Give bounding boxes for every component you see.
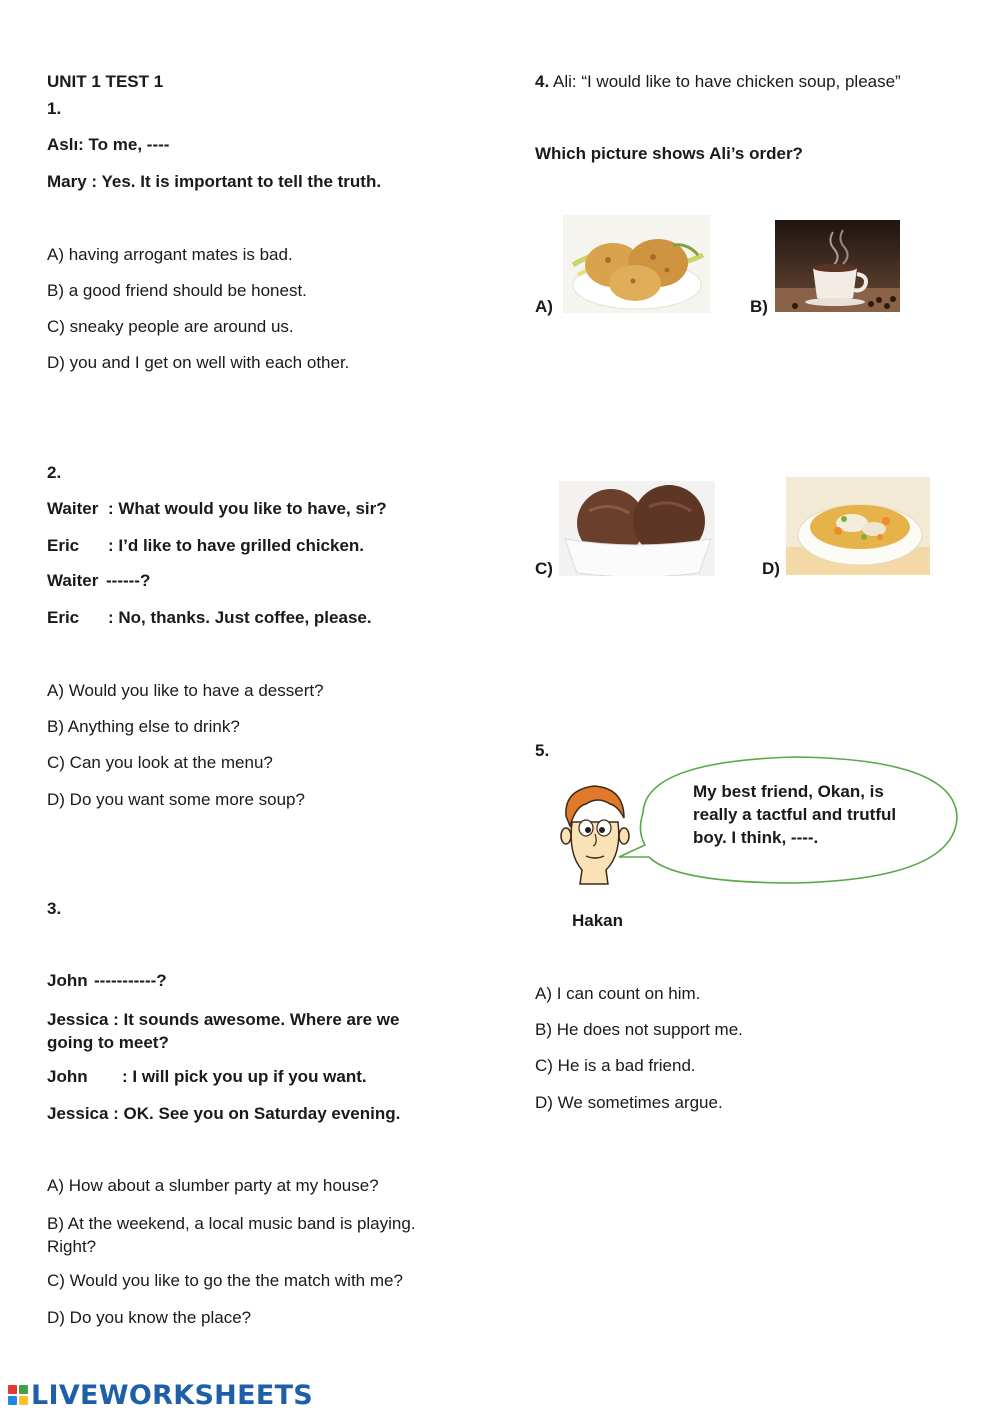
q4-label-a[interactable]: A) (535, 297, 553, 316)
q1-option-c[interactable]: C) sneaky people are around us. (47, 317, 294, 336)
q1-option-b[interactable]: B) a good friend should be honest. (47, 281, 307, 300)
q3-option-c[interactable]: C) Would you like to go the the match with me? (47, 1271, 403, 1290)
q3-number: 3. (47, 899, 62, 918)
q1-line2: Mary : Yes. It is important to tell the truth. (47, 172, 382, 191)
q2-line2: : I’d like to have grilled chicken. (108, 536, 365, 555)
q2-number: 2. (47, 463, 62, 482)
q3-option-d[interactable]: D) Do you know the place? (47, 1308, 252, 1327)
q5-number: 5. (535, 741, 550, 760)
logo-text: LIVEWORKSHEETS (31, 1379, 314, 1411)
q3-line3: : I will pick you up if you want. (122, 1067, 367, 1086)
q2-option-d[interactable]: D) Do you want some more soup? (47, 790, 305, 809)
q5-speaker: Hakan (572, 911, 624, 930)
q4-label-b[interactable]: B) (750, 297, 768, 316)
q3-option-a[interactable]: A) How about a slumber party at my house? (47, 1176, 379, 1195)
q4-label-c[interactable]: C) (535, 559, 553, 578)
q4-prompt: Ali: “I would like to have chicken soup, please” (552, 72, 901, 91)
q3-speaker1: John (47, 971, 88, 990)
q4-question: Which picture shows Ali’s order? (535, 144, 803, 163)
ice-cream-photo[interactable] (559, 481, 715, 576)
q5-option-a[interactable]: A) I can count on him. (535, 984, 701, 1003)
q2-speaker3: Waiter (47, 571, 99, 590)
logo-blocks-icon (8, 1385, 28, 1405)
q2-speaker4: Eric (47, 608, 80, 627)
q1-option-a[interactable]: A) having arrogant mates is bad. (47, 245, 293, 264)
fried-chicken-photo[interactable] (563, 215, 710, 313)
q2-option-a[interactable]: A) Would you like to have a dessert? (47, 681, 324, 700)
q5-bubble-text: My best friend, Okan, is really a tactful and trutful boy. I think, ----. (693, 782, 897, 847)
q2-speaker1: Waiter (47, 499, 99, 518)
q2-line1: : What would you like to have, sir? (108, 499, 387, 518)
q4-label-d[interactable]: D) (762, 559, 780, 578)
q3-line2: Jessica : It sounds awesome. Where are we going to meet? (47, 1010, 400, 1052)
q2-option-c[interactable]: C) Can you look at the menu? (47, 753, 273, 772)
q3-option-b[interactable]: B) At the weekend, a local music band is playing. Right? (47, 1214, 416, 1256)
liveworksheets-logo[interactable] (8, 1380, 313, 1410)
q2-speaker2: Eric (47, 536, 80, 555)
q3-speaker3: John (47, 1067, 88, 1086)
q4-prompt-line (535, 72, 901, 92)
q1-number: 1. (47, 99, 62, 118)
worksheet-title: UNIT 1 TEST 1 (47, 72, 164, 91)
q5-option-c[interactable]: C) He is a bad friend. (535, 1056, 696, 1075)
q4-number: 4. (535, 72, 550, 91)
q5-option-d[interactable]: D) We sometimes argue. (535, 1093, 723, 1112)
q2-option-b[interactable]: B) Anything else to drink? (47, 717, 240, 736)
q5-option-b[interactable]: B) He does not support me. (535, 1020, 743, 1039)
q2-line3: ------? (106, 571, 151, 590)
q1-option-d[interactable]: D) you and I get on well with each other. (47, 353, 350, 372)
chicken-soup-photo[interactable] (786, 477, 930, 575)
q1-line1: Aslı: To me, ---- (47, 135, 170, 154)
q3-line1: -----------? (94, 971, 167, 990)
q3-line4: Jessica : OK. See you on Saturday evening. (47, 1104, 401, 1123)
coffee-cup-photo[interactable] (775, 220, 900, 312)
q2-line4: : No, thanks. Just coffee, please. (108, 608, 372, 627)
